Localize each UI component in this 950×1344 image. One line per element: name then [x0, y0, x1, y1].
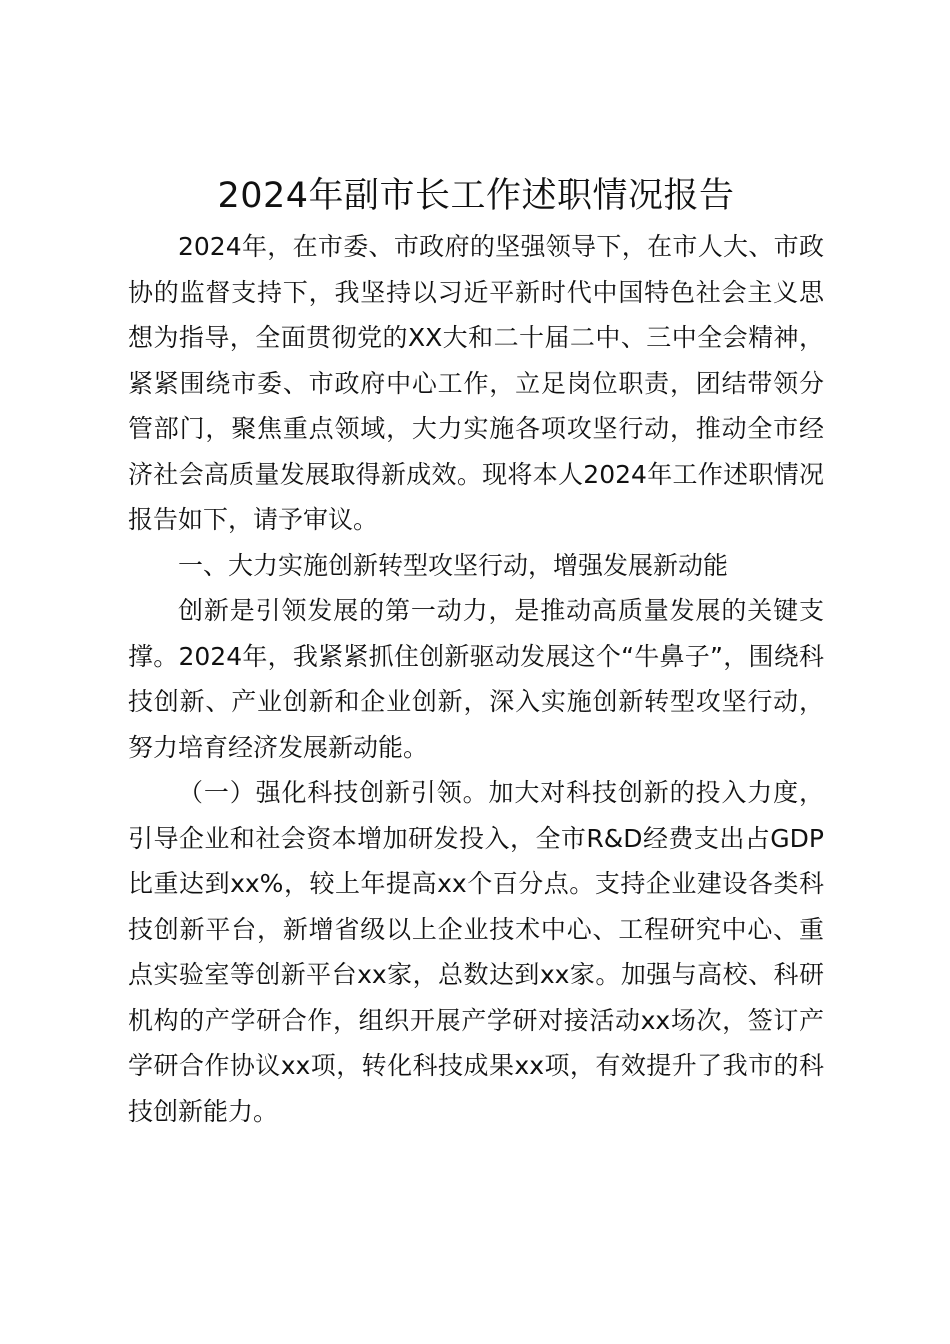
- intro-paragraph: 2024年，在市委、市政府的坚强领导下，在市人大、市政协的监督支持下，我坚持以习近平新时代中国特色社会主义思想为指导，全面贯彻党的XX大和二十届二中、三中全会精神，紧紧围绕市委、市政府中心工作，立足岗位职责，团结带领分管部门，聚焦重点领域，大力实施各项攻坚行动，推动全市经济社会高质量发展取得新成效。现将本人2024年工作述职情况报告如下，请予审议。: [128, 232, 824, 534]
- document-title: 2024年副市长工作述职情况报告: [217, 176, 735, 216]
- section-heading-1: 一、大力实施创新转型攻坚行动，增强发展新动能: [178, 550, 729, 580]
- section-1-paragraph: 创新是引领发展的第一动力，是推动高质量发展的关键支撑。2024年，我紧紧抓住创新驱动发展这个“牛鼻子”，围绕科技创新、产业创新和企业创新，深入实施创新转型攻坚行动，努力培育经济发展新动能。: [128, 596, 824, 762]
- subsection-1-paragraph: （一）强化科技创新引领。加大对科技创新的投入力度，引导企业和社会资本增加研发投入，全市R&D经费支出占GDP比重达到xx%，较上年提高xx个百分点。支持企业建设各类科技创新平台，新增省级以上企业技术中心、工程研究中心、重点实验室等创新平台xx家，总数达到xx家。加强与高校、科研机构的产学研合作，组织开展产学研对接活动xx场次，签订产学研合作协议xx项，转化科技成果xx项，有效提升了我市的科技创新能力。: [128, 778, 824, 1126]
- document-page: [128, 168, 824, 1134]
